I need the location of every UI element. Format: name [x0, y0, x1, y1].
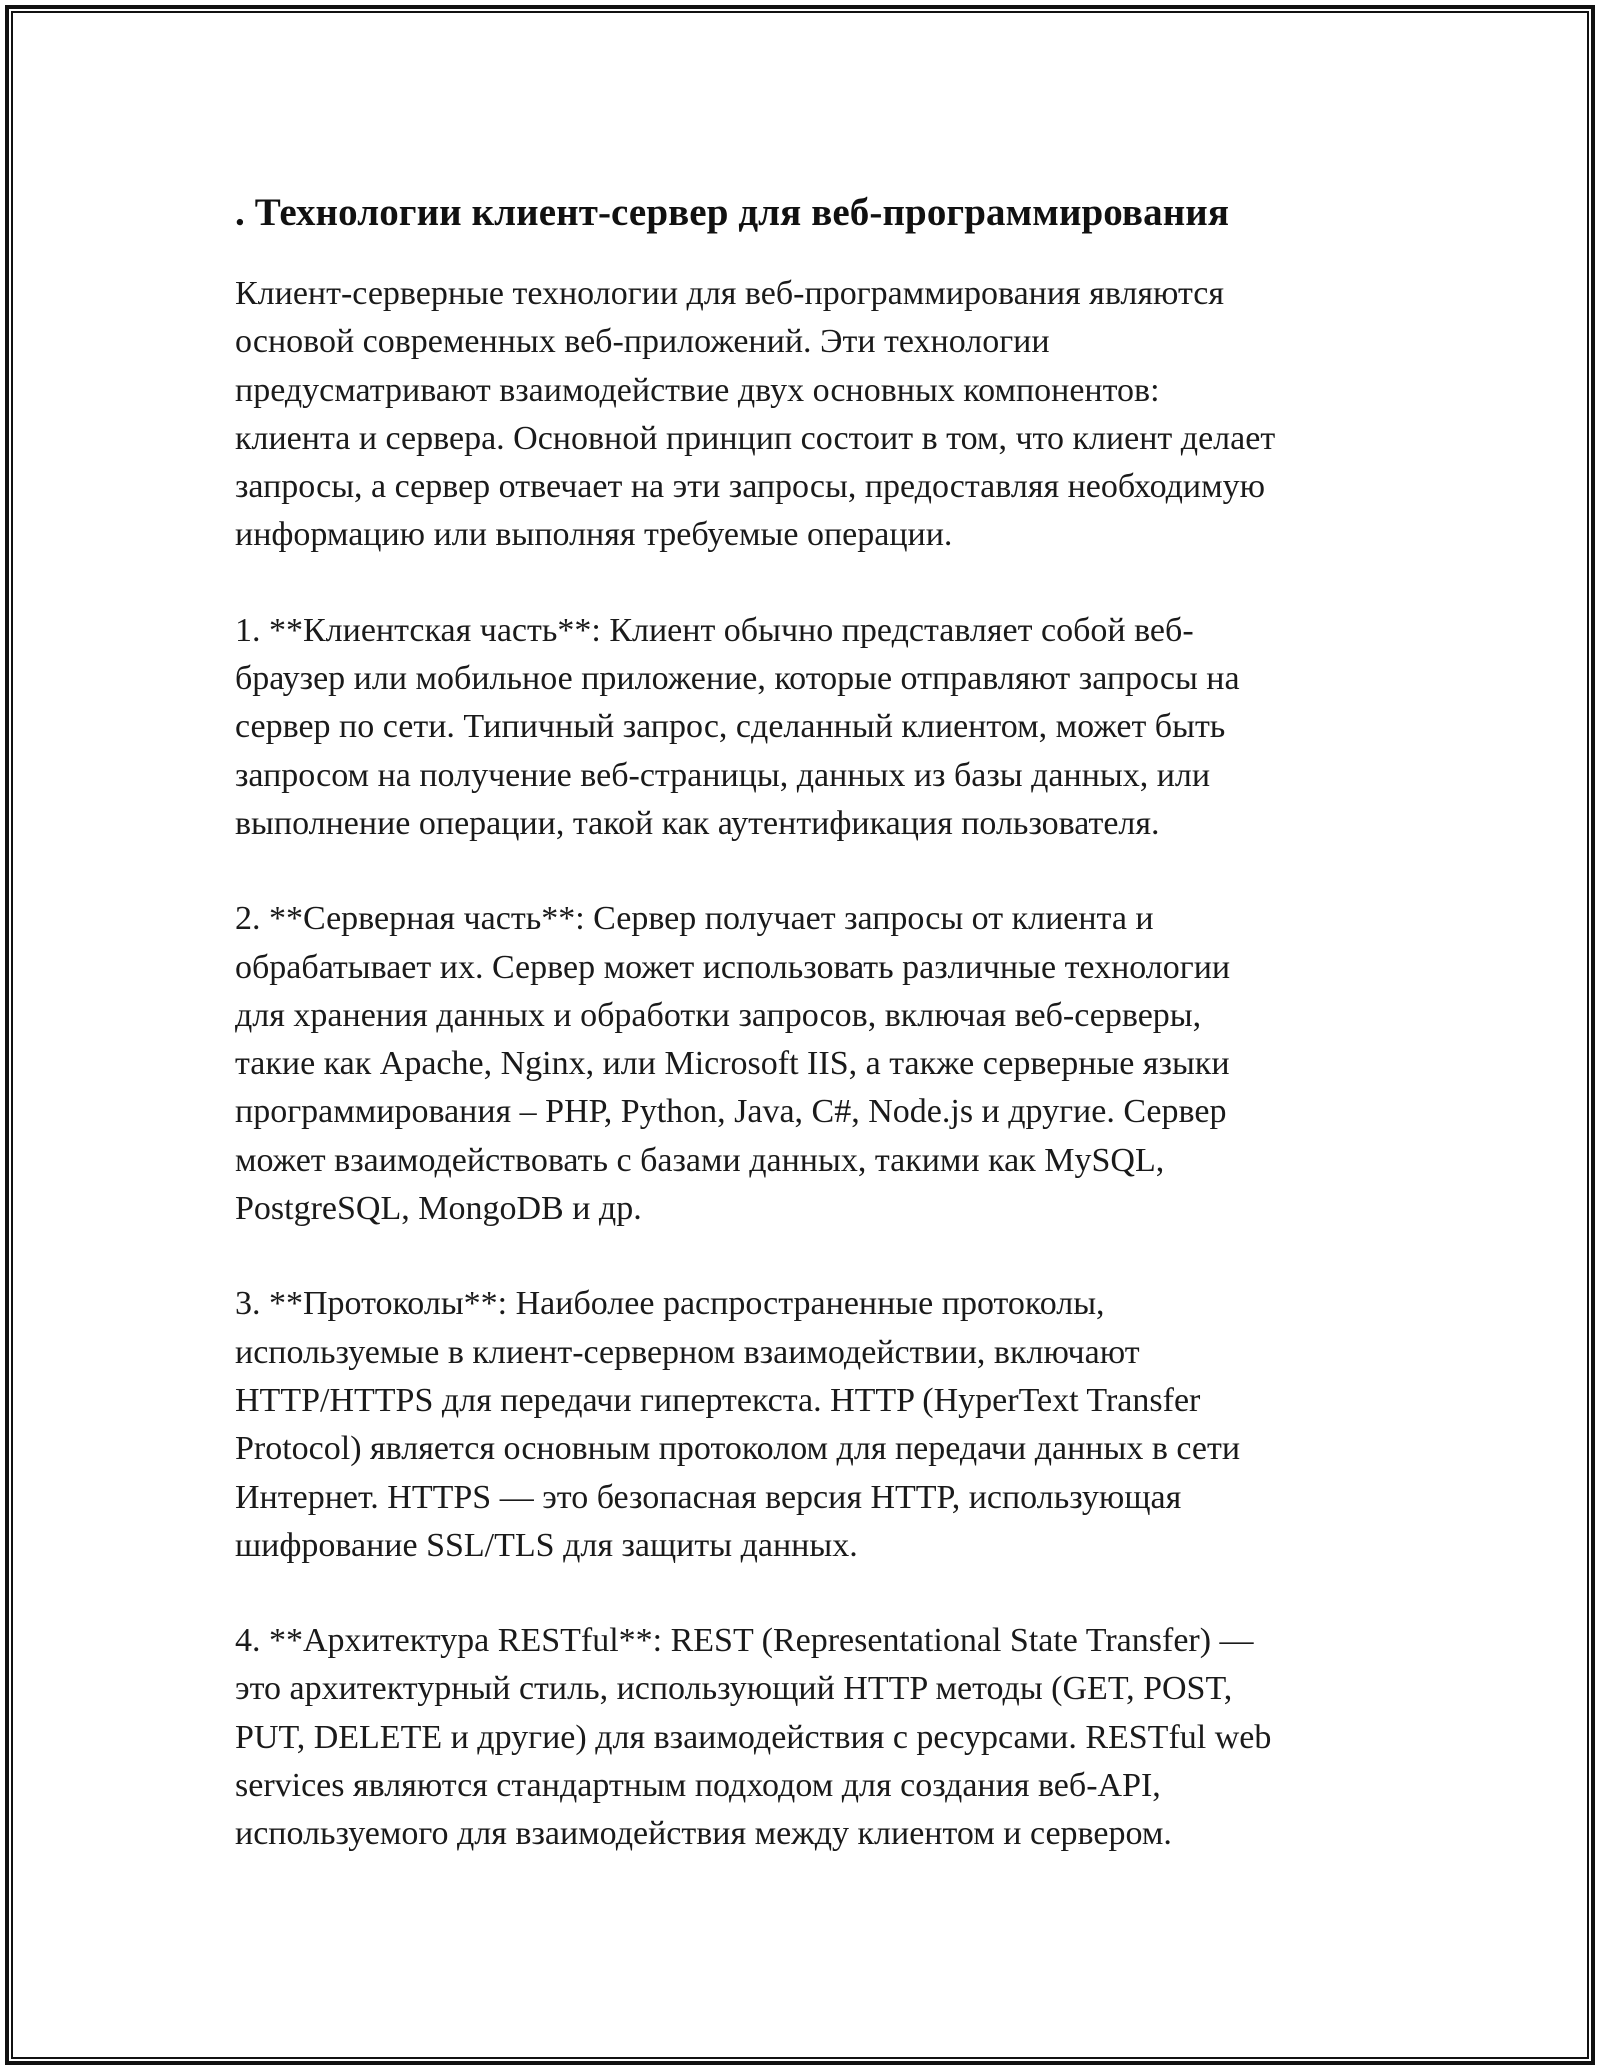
text-line: HTTP/HTTPS для передачи гипертекста. HTTP (HyperText Transfer [235, 1381, 1201, 1419]
text-line: это архитектурный стиль, использующий HTTP методы (GET, POST, [235, 1670, 1233, 1708]
text-line: используемые в клиент-серверном взаимодействии, включают [235, 1333, 1140, 1371]
text-line: запросы, а сервер отвечает на эти запросы, предоставляя необходимую [235, 468, 1266, 506]
text-line: Интернет. HTTPS — это безопасная версия HTTP, использующая [235, 1478, 1182, 1516]
client-side-paragraph [235, 607, 1385, 848]
text-line: браузер или мобильное приложение, которые отправляют запросы на [235, 660, 1240, 698]
restful-paragraph [235, 1617, 1385, 1858]
text-line: может взаимодействовать с базами данных, такими как MySQL, [235, 1141, 1165, 1179]
text-line: PostgreSQL, MongoDB и др. [235, 1190, 642, 1228]
text-line: Клиент-серверные технологии для веб-программирования являются [235, 275, 1224, 312]
text-line: шифрование SSL/TLS для защиты данных. [235, 1526, 858, 1564]
text-line: предусматривают взаимодействие двух основных компонентов: [235, 371, 1160, 409]
text-line: запросом на получение веб-страницы, данных из базы данных, или [235, 756, 1211, 794]
text-line: программирования – PHP, Python, Java, C#, Node.js и другие. Сервер [235, 1093, 1227, 1131]
protocols-paragraph [235, 1280, 1385, 1570]
text-line: 2. **Серверная часть**: Сервер получает запросы от клиента и [235, 900, 1154, 938]
text-line: основой современных веб-приложений. Эти технологии [235, 323, 1050, 361]
text-line: обрабатывает их. Сервер может использовать различные технологии [235, 948, 1231, 986]
text-line: 1. **Клиентская часть**: Клиент обычно представляет собой веб- [235, 611, 1194, 649]
text-line: такие как Apache, Nginx, или Microsoft IIS, а также серверные языки [235, 1045, 1230, 1083]
text-line: сервер по сети. Типичный запрос, сделанный клиентом, может быть [235, 708, 1226, 746]
page-title: . Технологии клиент-сервер для веб-программирования [235, 191, 1230, 234]
text-line: services являются стандартным подходом для создания веб-API, [235, 1767, 1161, 1805]
text-line: 3. **Протоколы**: Наиболее распространенные протоколы, [235, 1285, 1105, 1323]
intro-paragraph [235, 270, 1385, 560]
text-line: PUT, DELETE и другие) для взаимодействия с ресурсами. RESTful web [235, 1718, 1272, 1756]
text-line: для хранения данных и обработки запросов, включая веб-серверы, [235, 996, 1202, 1034]
document-body [235, 186, 1385, 1859]
text-line: информацию или выполняя требуемые операции. [235, 516, 953, 554]
text-line: клиента и сервера. Основной принцип состоит в том, что клиент делает [235, 419, 1276, 457]
text-line: Protocol) является основным протоколом для передачи данных в сети [235, 1430, 1241, 1468]
text-line: используемого для взаимодействия между клиентом и сервером. [235, 1815, 1172, 1853]
text-line: выполнение операции, такой как аутентификация пользователя. [235, 804, 1160, 842]
server-side-paragraph [235, 895, 1385, 1233]
text-line: 4. **Архитектура RESTful**: REST (Representational State Transfer) — [235, 1622, 1254, 1660]
